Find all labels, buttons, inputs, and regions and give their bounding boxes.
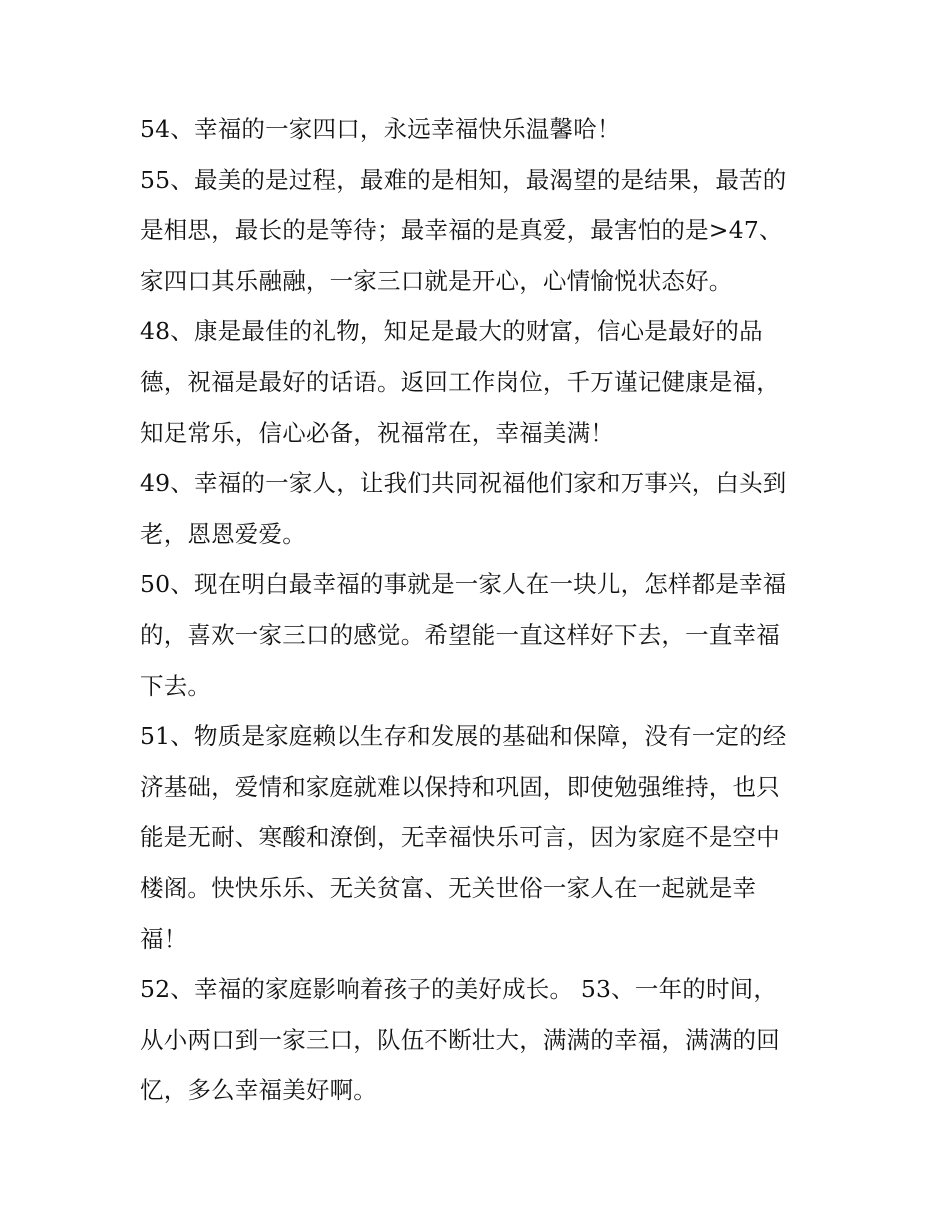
text-line: 忆，多么幸福美好啊。 bbox=[140, 1076, 377, 1105]
text-line: 老，恩恩爱爱。 bbox=[140, 519, 306, 548]
text-line: 知足常乐，信心必备，祝福常在，幸福美满！ bbox=[140, 418, 614, 447]
text-line: 从小两口到一家三口，队伍不断壮大，满满的幸福，满满的回 bbox=[140, 1025, 780, 1054]
text-line: 52、幸福的家庭影响着孩子的美好成长。 53、一年的时间， bbox=[140, 975, 778, 1004]
text-line: 49、幸福的一家人，让我们共同祝福他们家和万事兴，白头到 bbox=[140, 469, 787, 498]
text-line: 是相思，最长的是等待；最幸福的是真爱，最害怕的是>47、 bbox=[140, 216, 783, 245]
text-line: 55、最美的是过程，最难的是相知，最渴望的是结果，最苦的 bbox=[140, 165, 787, 194]
text-line: 50、现在明白最幸福的事就是一家人在一块儿，怎样都是幸福 bbox=[140, 570, 787, 599]
text-line: 德，祝福是最好的话语。返回工作岗位，千万谨记健康是福， bbox=[140, 367, 780, 396]
text-line: 楼阁。快快乐乐、无关贫富、无关世俗一家人在一起就是幸 bbox=[140, 873, 757, 902]
text-line: 54、幸福的一家四口，永远幸福快乐温馨哈！ bbox=[140, 115, 621, 143]
text-line: 下去。 bbox=[140, 671, 212, 700]
text-line: 济基础，爱情和家庭就难以保持和巩固，即使勉强维持，也只 bbox=[140, 772, 780, 801]
text-line: 能是无耐、寒酸和潦倒，无幸福快乐可言，因为家庭不是空中 bbox=[140, 823, 780, 852]
text-line: 48、康是最佳的礼物，知足是最大的财富，信心是最好的品 bbox=[140, 317, 763, 346]
text-line: 51、物质是家庭赖以生存和发展的基础和保障，没有一定的经 bbox=[140, 722, 787, 751]
text-line: 福！ bbox=[140, 924, 188, 953]
text-line: 的，喜欢一家三口的感觉。希望能一直这样好下去，一直幸福 bbox=[140, 620, 780, 649]
body-text bbox=[140, 104, 820, 1116]
text-line: 家四口其乐融融，一家三口就是开心，心情愉悦状态好。 bbox=[140, 266, 733, 295]
